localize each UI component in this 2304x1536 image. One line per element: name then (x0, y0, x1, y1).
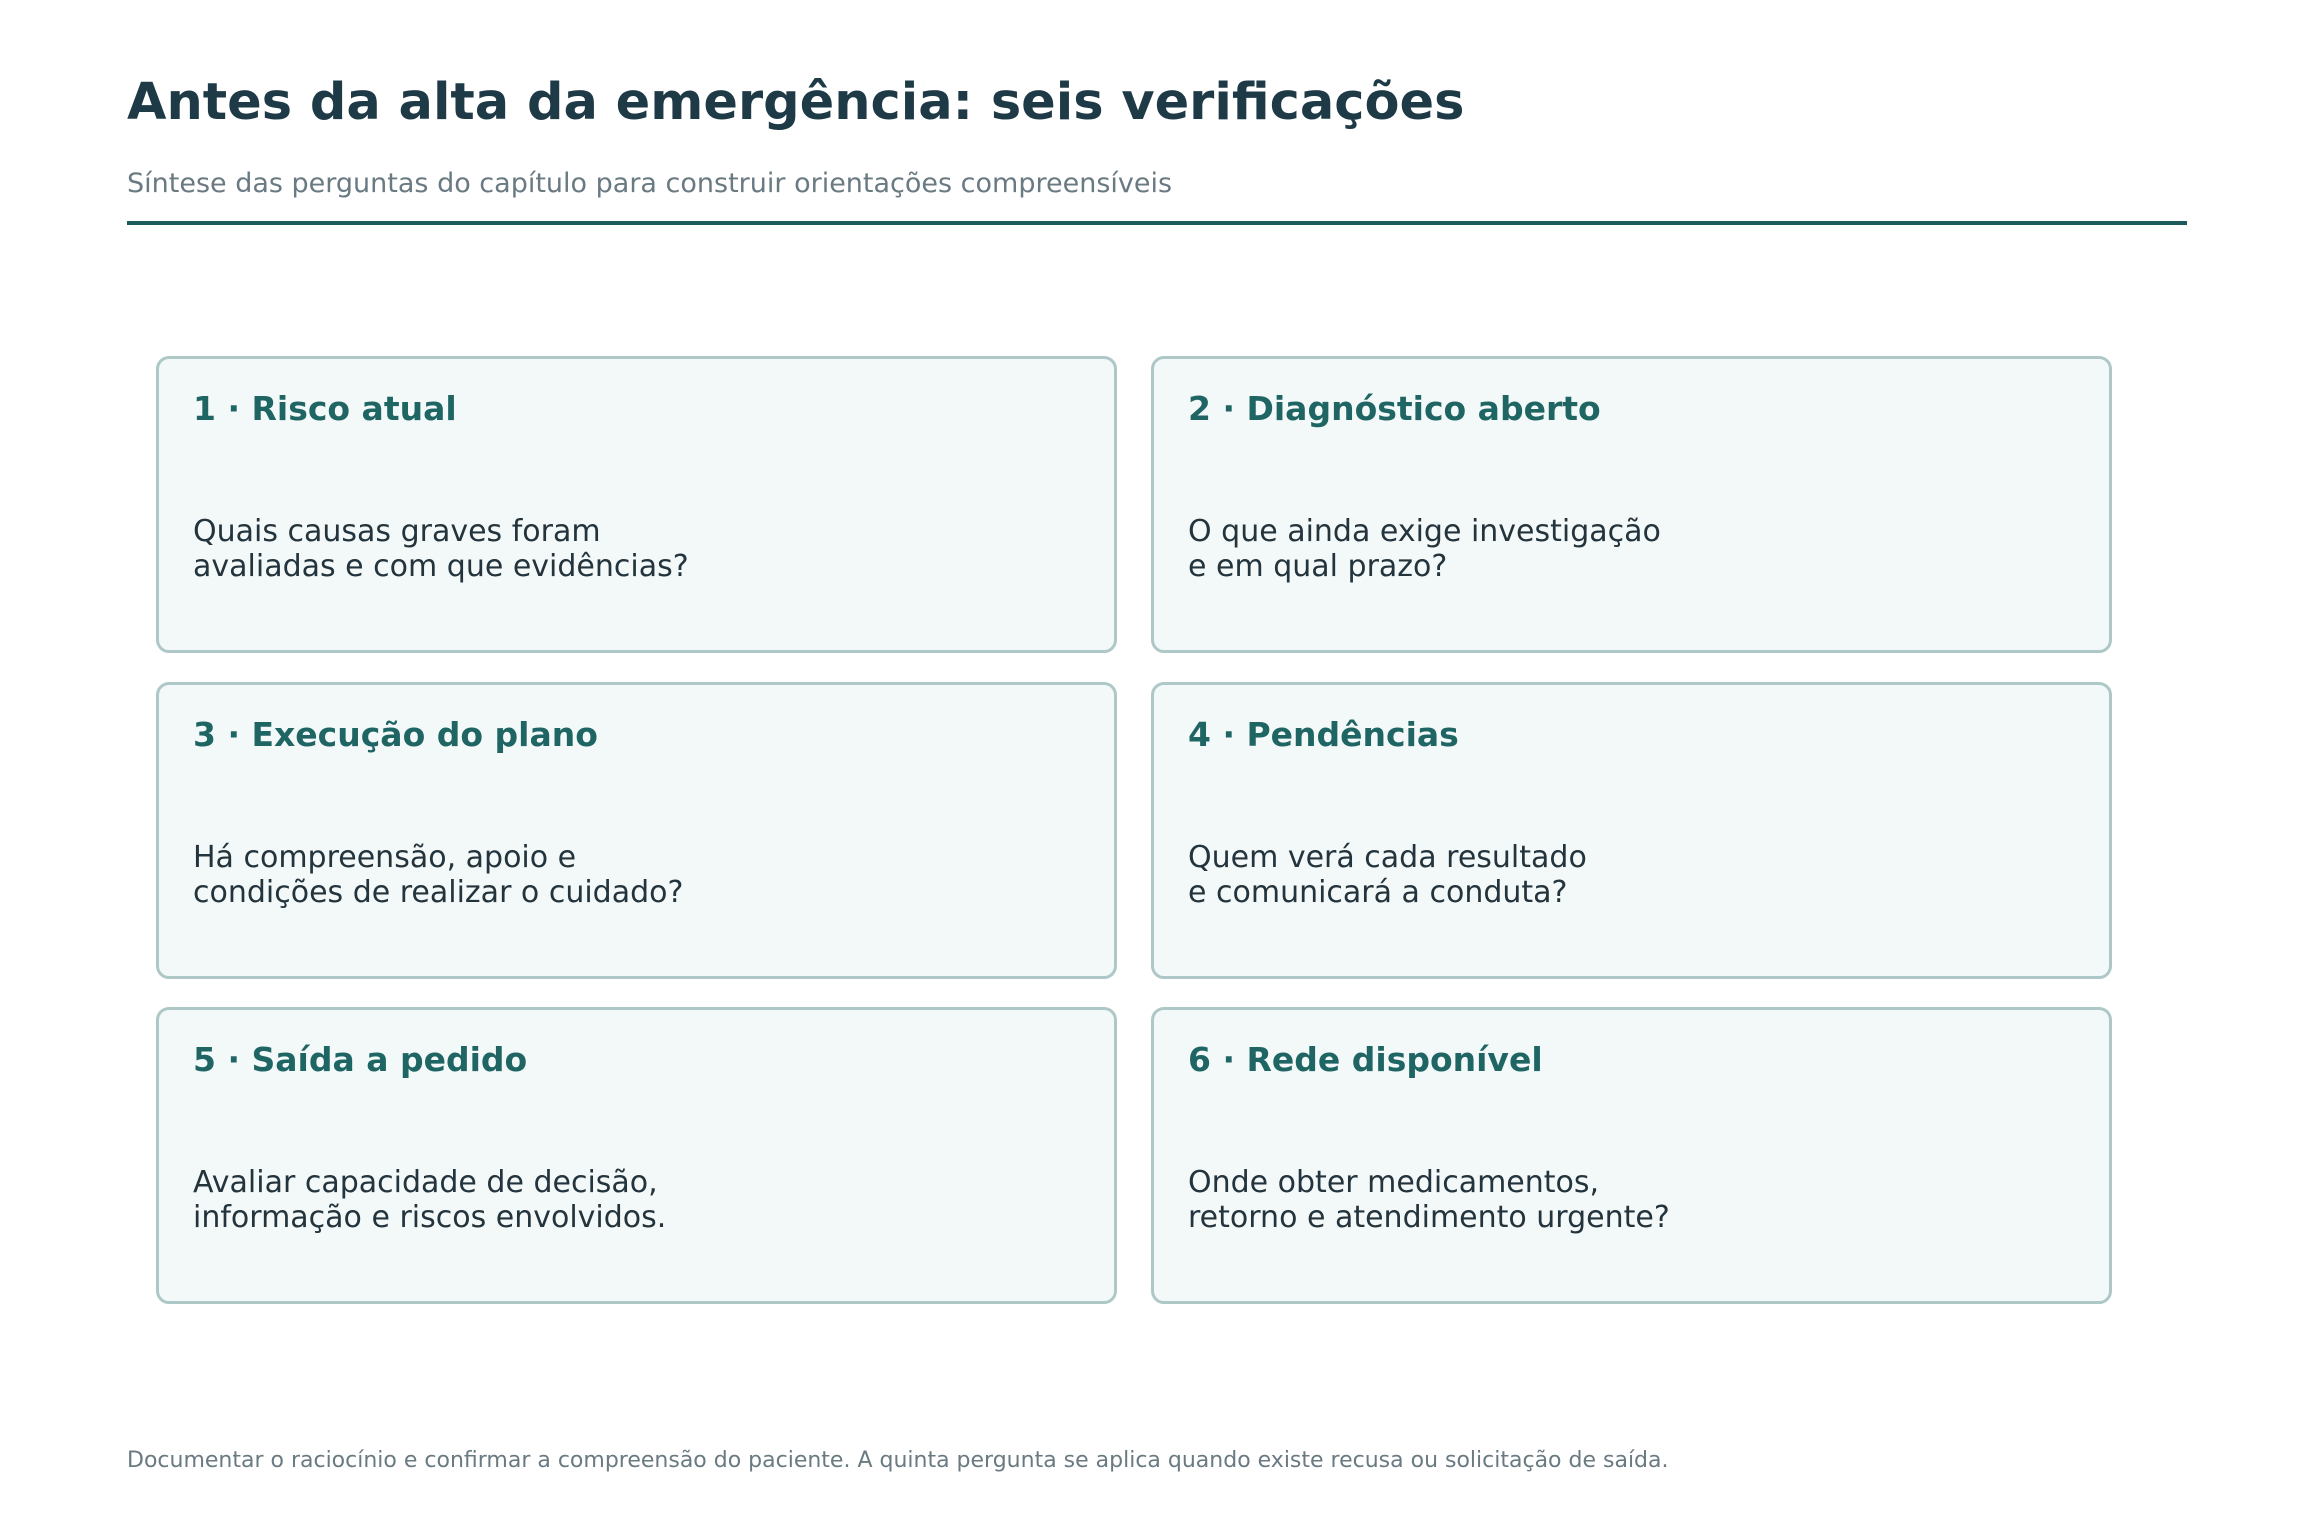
card-question: O que ainda exige investigação e em qual prazo? (1188, 514, 1661, 584)
card-heading: 3 · Execução do plano (193, 715, 598, 754)
checklist-card-6 (1151, 1007, 2112, 1304)
page-title: Antes da alta da emergência: seis verificações (127, 73, 1465, 132)
checklist-card-3 (156, 682, 1117, 979)
page-subtitle: Síntese das perguntas do capítulo para construir orientações compreensíveis (127, 168, 1173, 199)
card-heading: 6 · Rede disponível (1188, 1040, 1543, 1079)
card-question: Onde obter medicamentos, retorno e atendimento urgente? (1188, 1165, 1670, 1235)
card-heading: 4 · Pendências (1188, 715, 1459, 754)
footer-note: Documentar o raciocínio e confirmar a compreensão do paciente. A quinta pergunta se aplica quando existe recusa ou solicitação de saída. (127, 1448, 1669, 1473)
card-question: Quais causas graves foram avaliadas e com que evidências? (193, 514, 689, 584)
card-question: Avaliar capacidade de decisão, informação e riscos envolvidos. (193, 1165, 667, 1235)
header-divider (127, 221, 2187, 225)
card-question: Há compreensão, apoio e condições de realizar o cuidado? (193, 840, 684, 910)
card-heading: 1 · Risco atual (193, 389, 457, 428)
checklist-card-1 (156, 356, 1117, 653)
card-heading: 5 · Saída a pedido (193, 1040, 528, 1079)
checklist-card-4 (1151, 682, 2112, 979)
card-heading: 2 · Diagnóstico aberto (1188, 389, 1601, 428)
checklist-card-2 (1151, 356, 2112, 653)
card-question: Quem verá cada resultado e comunicará a conduta? (1188, 840, 1587, 910)
checklist-card-5 (156, 1007, 1117, 1304)
